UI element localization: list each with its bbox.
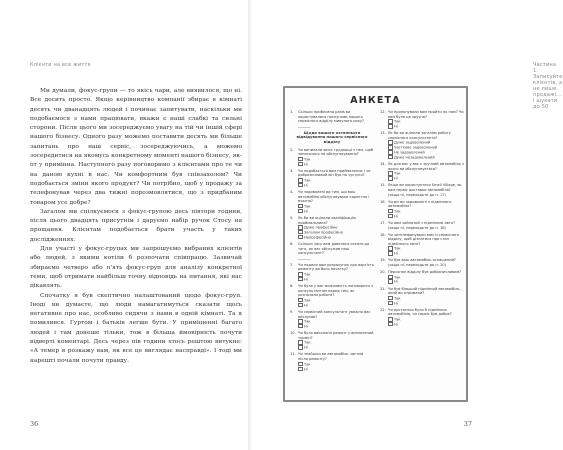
answer-line[interactable]: (якщо ні, переходьте до п. 18) <box>388 225 446 230</box>
checkbox-icon[interactable] <box>388 124 393 129</box>
question-text: Чи сервісний консультант уважно вас вислухав? <box>298 309 371 319</box>
survey-question <box>380 233 464 256</box>
answer-option-label: Так <box>304 178 311 183</box>
left-page <box>0 0 250 450</box>
survey-question <box>290 263 374 282</box>
checkbox-icon[interactable] <box>298 204 303 209</box>
question-number: 19. <box>380 258 386 263</box>
question-number: 13. <box>380 131 386 136</box>
checkbox-icon[interactable] <box>388 296 393 301</box>
checkbox-icon[interactable] <box>388 246 393 251</box>
answer-option-label: Так <box>394 274 401 279</box>
question-number: 17. <box>380 220 386 225</box>
checkbox-icon[interactable] <box>388 140 393 145</box>
answer-option-label: Дуже задоволений <box>394 140 431 145</box>
checkbox-icon[interactable] <box>388 214 393 219</box>
answer-option-label: Ні <box>304 366 308 371</box>
checkbox-icon[interactable] <box>298 340 303 345</box>
answer-option-label: Не задоволений <box>394 150 425 155</box>
answer-option-label: Так <box>304 272 311 277</box>
survey-question <box>290 190 374 213</box>
question-number: 16. <box>380 199 386 204</box>
checkbox-icon[interactable] <box>298 209 303 214</box>
survey-section-heading: Щодо вашого останнього відвідування нашого сервісного відділу <box>296 129 368 144</box>
checkbox-icon[interactable] <box>298 225 303 230</box>
checkbox-icon[interactable] <box>298 345 303 350</box>
answer-line[interactable]: (якщо ні, переходьте до п. 20) <box>388 262 446 267</box>
checkbox-icon[interactable] <box>298 230 303 235</box>
checkbox-icon[interactable] <box>298 324 303 329</box>
paragraph-3: Для участі у фокус-групах ми запрошуємо вибраних клієнтів або людей, з якими котіли б розпочати співпрацю. Зазвичай збираємо четверо або п'ять фокус-груп для аналізу конкретної теми, щоб отримати найбільш точну відповідь на питання, які нас цікавлять. <box>30 246 242 290</box>
question-number: 2. <box>290 147 294 152</box>
question-number: 21. <box>380 286 386 291</box>
survey-question <box>290 216 374 240</box>
question-number: 12. <box>380 110 386 114</box>
answer-option-label: Так <box>304 204 311 209</box>
question-number: 10. <box>290 331 296 336</box>
checkbox-icon[interactable] <box>388 322 393 327</box>
question-text: Чи був більший підмінний автомобіль, який ви отримали? <box>388 286 461 296</box>
question-text: Як для вас у вас є зручний автомобіль з якого ви обслуговуєтеся? <box>388 162 464 171</box>
checkbox-icon[interactable] <box>388 155 393 160</box>
checkbox-icon[interactable] <box>388 301 393 306</box>
question-number: 5. <box>290 215 294 220</box>
checkbox-icon[interactable] <box>298 319 303 324</box>
answer-option-label: Так <box>394 171 401 176</box>
checkbox-icon[interactable] <box>388 209 393 214</box>
answer-option-label: Дуже незадоволений <box>394 155 435 160</box>
question-text: Як би ви оцінили загалом роботу сервісного консультанта? <box>388 131 451 140</box>
checkbox-icon[interactable] <box>298 272 303 277</box>
survey-column-left <box>290 110 374 374</box>
survey-question <box>380 110 464 129</box>
answer-option-label: Дуже професійно <box>304 225 338 230</box>
answer-line[interactable]: _______ <box>298 255 311 260</box>
answer-option-label: Ні <box>304 208 308 213</box>
answer-option-label: Так <box>304 319 311 324</box>
question-number: 18. <box>380 232 386 237</box>
answer-line[interactable]: _______ <box>298 123 311 128</box>
answer-line[interactable]: (якщо ні, переходьте до п. 17) <box>388 192 446 197</box>
answer-option-label: Так <box>394 317 401 322</box>
survey-card <box>283 86 468 402</box>
left-running-head: Клієнти на все життя <box>30 62 91 68</box>
answer-option[interactable] <box>388 301 464 306</box>
answer-option-label: Так <box>304 156 311 161</box>
answer-option[interactable] <box>388 124 464 129</box>
right-page-number: 37 <box>463 420 472 428</box>
checkbox-icon[interactable] <box>388 279 393 284</box>
answer-option[interactable] <box>388 176 464 181</box>
answer-option-label: Ні <box>394 124 398 129</box>
question-number: 14. <box>380 162 386 167</box>
answer-option[interactable] <box>298 162 374 167</box>
question-text: Чи достатньо було б підмінних автомобілів, чи сервіс був добре? <box>388 307 452 317</box>
answer-option[interactable] <box>388 214 464 219</box>
question-text: Скільки приблизно разів ви користувалися послугами нашого сервісного відділу минулого року? <box>298 110 364 124</box>
survey-question <box>290 148 374 167</box>
question-text: Чи зателефонували вам із сервісного відділу, щоб дізнатися про стан підмінного авто? <box>388 232 460 246</box>
question-number: 7. <box>290 262 294 267</box>
checkbox-icon[interactable] <box>298 298 303 303</box>
survey-question <box>290 310 374 329</box>
answer-option-label: Ні <box>304 183 308 188</box>
survey-column-right <box>380 110 464 329</box>
checkbox-icon[interactable] <box>298 178 303 183</box>
answer-option-label: Ні <box>394 251 398 256</box>
answer-option[interactable] <box>298 209 374 214</box>
question-text: Чи подобається вам приймальник і чи доброзичливий він був на зустрічі? <box>298 168 371 178</box>
answer-option-label: Так <box>394 119 401 124</box>
answer-option-label: Ні <box>394 213 398 218</box>
answer-option-label: Ні <box>304 345 308 350</box>
question-text: Персонал відділу був доброзичливим? <box>388 269 462 274</box>
question-text: Чи виникали якісь труднощі з тим, щоб записатися на обслуговування? <box>298 147 374 157</box>
question-text: Скільки часу вам довелося чекати до того, як вас обслужив наш консультант? <box>298 242 370 256</box>
answer-option-label: Частково задоволений <box>394 145 438 150</box>
checkbox-icon[interactable] <box>298 157 303 162</box>
question-text: Чи всі ви задоволені з підмінного автомобіля? <box>388 199 452 209</box>
question-number: 9. <box>290 309 294 314</box>
question-text: Як би ви оцінили кваліфікацію приймальника? <box>298 215 356 225</box>
answer-option[interactable] <box>298 345 374 350</box>
question-number: 20. <box>380 269 386 274</box>
answer-option[interactable] <box>298 367 374 372</box>
paragraph-1: Ми думали, фокус-групи — то якісь чари, але виявилося, що ні. Все досить просто. Якщо керівництво компанії збирає в кімнаті десять чи дванадцять людей і починає запитувати, наскільки ми подобаємося з нами працювати, вкажи є наші слабкі та сильні сторони. Після цього ми зосереджуємо увагу на тій чи іншій сфері нашого бізнесу. Одного разу можемо поставити десять ми більше запитань про наш сервіс, зосереджуючись, а можемо зосередитися на якомусь конкретному моменті нашого бізнесу, як-от у примінна. Наступного разу поговоримо з клієнтами про те чи на даною кухні в нас. Чи комфортним був співзахолом? Чи подобається зміни якого продукт? Чи потрібно, щоб у продажу за телефонував через два тижні порозмовлятися, що з придбаним товаром усе добре? <box>30 88 242 206</box>
left-body-text <box>30 87 242 366</box>
question-text: Якщо ви користуєтеся Smell Village, як вам сервіс доставки автомобіля? <box>388 183 462 193</box>
survey-question <box>380 183 464 197</box>
checkbox-icon[interactable] <box>298 303 303 308</box>
answer-option-label: Ні <box>394 322 398 327</box>
answer-option-label: Так <box>304 298 311 303</box>
survey-question <box>380 200 464 219</box>
answer-option[interactable] <box>298 183 374 188</box>
question-number: 6. <box>290 242 294 247</box>
question-text: Чи була у вас можливість поговорити з консультантом перед тим, як розпочали роботи? <box>298 284 373 298</box>
question-text: Чи був ваш автомобіль оснащений? <box>388 258 456 263</box>
checkbox-icon[interactable] <box>388 171 393 176</box>
survey-question <box>380 308 464 327</box>
question-number: 15. <box>380 183 386 188</box>
answer-option[interactable] <box>298 303 374 308</box>
survey-question <box>380 258 464 267</box>
checkbox-icon[interactable] <box>298 183 303 188</box>
question-number: 1. <box>290 110 294 114</box>
answer-option[interactable] <box>298 235 374 240</box>
paragraph-2: Загалом ми спілкуємося з фокус-групою десь півтори години, після цього двадцять присутнім і даруємо набір ручок Стосу на прощання. Клієнтам подобається брати участь у таких дослідженнях. <box>30 208 242 243</box>
left-page-number: 36 <box>30 420 39 428</box>
answer-option-label: Ні <box>304 302 308 307</box>
right-running-head: Частина 1. Записуйте клієнтів, а не лише продажі... і шукати до 50 <box>533 62 563 110</box>
question-number: 8. <box>290 284 294 289</box>
answer-option-label: Так <box>304 340 311 345</box>
question-text: Чи пропонували вам пройти по нам? Чи вам було це зручно? <box>388 110 464 119</box>
question-text: Чи вам зайнятий з підмінним авто? <box>388 220 455 225</box>
checkbox-icon[interactable] <box>298 277 303 282</box>
answer-option-label: Ні <box>304 324 308 329</box>
survey-question <box>290 110 374 128</box>
checkbox-icon[interactable] <box>298 362 303 367</box>
question-number: 4. <box>290 190 294 195</box>
survey-question <box>290 284 374 307</box>
question-text: Чи надали вам розрахунок про вартість ремонту до його початку? <box>298 262 374 272</box>
answer-option-label: Так <box>394 209 401 214</box>
survey-question <box>380 287 464 306</box>
answer-option-label: Так <box>394 246 401 251</box>
answer-option[interactable] <box>388 251 464 256</box>
answer-option[interactable] <box>388 155 464 160</box>
survey-title: АНКЕТА <box>350 95 401 106</box>
paragraph-4: Спочатку я був скептично налаштований щодо фокус-груп. Іноді ви думаєте, що люди намагатимуться сказати щось негативне про нас, особливо сидячи з нами в одній кімнаті. Та я помилився. Гуртом і батьків легше бути. У приміщенні багато людей і там донеше тільки, тож в більша ймовірність почути відверті коментарі. Десь через пів години хтось рештою витукне: «А темер я розкажу вам, як все це виглядає насправді». І тоді ми нарешті почали почути правду. <box>30 292 242 364</box>
question-text: Чи задоволені ви тим, що ваш автомобіль обслуговували коректно і вчасно? <box>298 190 370 204</box>
answer-option[interactable] <box>388 322 464 327</box>
answer-option-label: Ні <box>394 176 398 181</box>
survey-question <box>290 169 374 188</box>
checkbox-icon[interactable] <box>298 367 303 372</box>
answer-option-label: Ні <box>304 277 308 282</box>
survey-question <box>380 131 464 160</box>
answer-option-label: Так <box>304 361 311 366</box>
survey-question <box>290 242 374 260</box>
answer-option-label: Ні <box>304 161 308 166</box>
question-text: Чи знайшли ви автомобіль чистим після ремонту? <box>298 352 364 362</box>
answer-option[interactable] <box>388 279 464 284</box>
checkbox-icon[interactable] <box>388 119 393 124</box>
question-number: 11. <box>290 352 296 357</box>
answer-option-label: Непрофесійно <box>304 235 331 240</box>
answer-option-label: Ні <box>394 300 398 305</box>
checkbox-icon[interactable] <box>388 150 393 155</box>
answer-option-label: Ні <box>394 279 398 284</box>
survey-question <box>290 331 374 350</box>
answer-option-label: Загалом професійно <box>304 230 343 235</box>
survey-question <box>380 162 464 181</box>
checkbox-icon[interactable] <box>388 176 393 181</box>
checkbox-icon[interactable] <box>388 275 393 280</box>
question-number: 3. <box>290 168 294 173</box>
question-text: Чи було виконано ремонт у визначений термін? <box>298 331 374 340</box>
answer-option-label: Так <box>394 296 401 301</box>
question-number: 22. <box>380 307 386 312</box>
checkbox-icon[interactable] <box>388 145 393 150</box>
answer-option[interactable] <box>298 277 374 282</box>
survey-question <box>380 221 464 230</box>
survey-question <box>290 352 374 371</box>
survey-question <box>380 270 464 284</box>
answer-option[interactable] <box>298 324 374 329</box>
checkbox-icon[interactable] <box>298 162 303 167</box>
checkbox-icon[interactable] <box>298 235 303 240</box>
checkbox-icon[interactable] <box>388 317 393 322</box>
checkbox-icon[interactable] <box>388 251 393 256</box>
